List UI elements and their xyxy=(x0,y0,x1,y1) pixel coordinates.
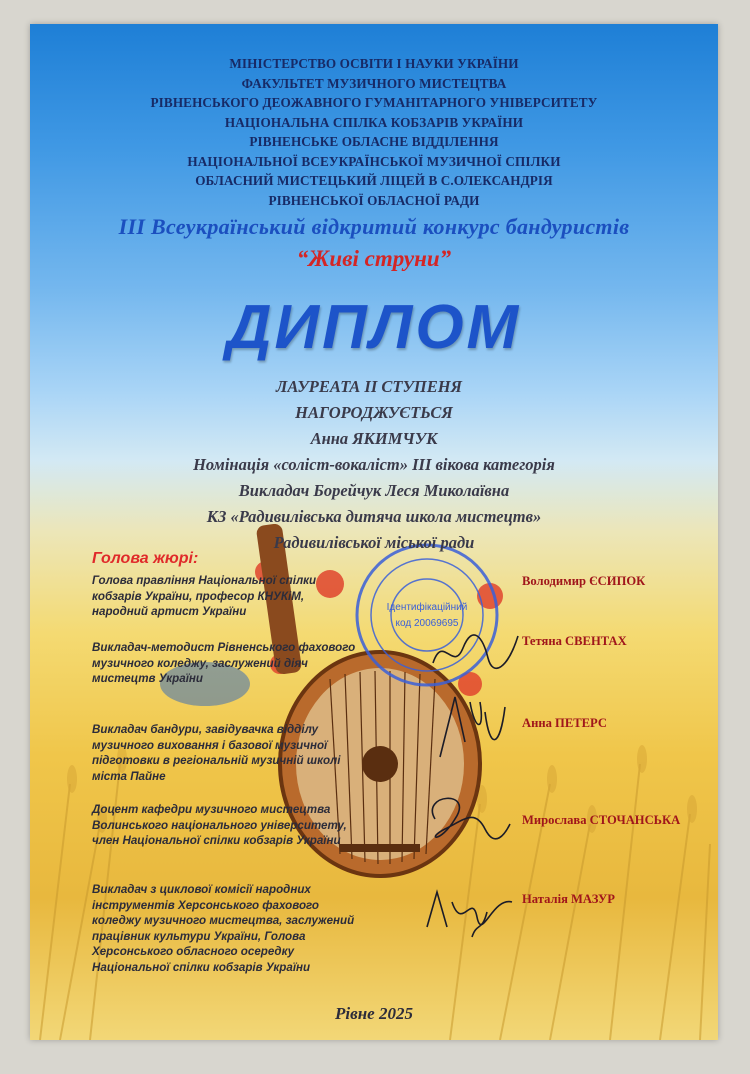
jury-member-desc: Доцент кафедри музичного мистецтва Волинського національного університету, член Національної спілки кобзарів України xyxy=(92,803,347,847)
award-nomination: Номінація «соліст-вокаліст» ІІІ вікова категорія xyxy=(193,455,555,474)
jury-member-desc: Викладач-методист Рівненського фахового музичного коледжу, заслужений діяч мистецтв України xyxy=(92,641,356,685)
org-line: ОБЛАСНИЙ МИСТЕЦЬКИЙ ЛІЦЕЙ В С.ОЛЕКСАНДРІЯ xyxy=(195,173,553,188)
org-line: РІВНЕНСЬКОГО ДЕОЖАВНОГО ГУМАНІТАРНОГО УНІВЕРСИТЕТУ xyxy=(150,95,598,110)
jury-member-desc: Викладач бандури, завідувачка відділу музичного виховання і базової музичної підготовки в регіональній музичній школі міста Пайне xyxy=(92,723,341,783)
signature xyxy=(428,628,523,678)
stamp-ring-text: Ідентифікаційний xyxy=(386,602,468,613)
jury-member-desc: Викладач з циклової комісії народних інструментів Херсонського фахового коледжу музичного мистецтва, заслужений працівник культури України, Голова Херсонського обласного осередку Національної спілки кобзарів України xyxy=(92,883,355,974)
jury-member-name: Анна ПЕТЕРС xyxy=(522,716,607,730)
contest-name: “Живі струни” xyxy=(296,246,452,271)
jury-member-desc: Голова правління Національної спілки кобзарів України, професор КНУКіМ, народний артист України xyxy=(92,574,317,618)
award-recipient: Анна ЯКИМЧУК xyxy=(310,429,438,448)
header xyxy=(30,54,718,272)
place-and-year: Рівне 2025 xyxy=(335,1004,413,1023)
org-line: МІНІСТЕРСТВО ОСВІТИ І НАУКИ УКРАЇНИ xyxy=(229,56,519,71)
org-line: НАЦІОНАЛЬНОЇ ВСЕУКРАЇНСЬКОЇ МУЗИЧНОЇ СПІЛКИ xyxy=(187,153,561,169)
stamp-code: код 20069695 xyxy=(395,618,459,629)
award-council: Радивилівської міської ради xyxy=(273,533,475,552)
signature xyxy=(415,789,515,849)
org-line: РІВНЕНСЬКЕ ОБЛАСНЕ ВІДДІЛЕННЯ xyxy=(249,134,499,149)
contest-title: ІІІ Всеукраїнський відкритий конкурс бандуристів xyxy=(118,214,630,239)
jury-member-name: Тетяна СВЕНТАХ xyxy=(522,634,627,648)
jury-member-name: Володимир ЄСИПОК xyxy=(522,574,646,588)
award-block xyxy=(30,374,718,556)
diploma-sheet xyxy=(30,24,718,1040)
signature xyxy=(422,882,517,942)
signature xyxy=(430,692,510,762)
jury-title: Голова жюрі: xyxy=(92,550,199,567)
org-line: РІВНЕНСЬКОЇ ОБЛАСНОЇ РАДИ xyxy=(268,192,480,208)
org-line: ФАКУЛЬТЕТ МУЗИЧНОГО МИСТЕЦТВА xyxy=(241,75,507,91)
diploma-title: ДИПЛОМ xyxy=(226,293,522,362)
jury-member-name: Мирослава СТОЧАНСЬКА xyxy=(522,813,681,827)
award-degree: ЛАУРЕАТА ІІ СТУПЕНЯ xyxy=(276,377,462,396)
award-teacher: Викладач Борейчук Леся Миколаївна xyxy=(238,481,510,500)
award-school: КЗ «Радивилівська дитяча школа мистецтв» xyxy=(206,507,542,526)
jury-member-name: Наталія МАЗУР xyxy=(522,892,615,906)
org-line: НАЦІОНАЛЬНА СПІЛКА КОБЗАРІВ УКРАЇНИ xyxy=(224,114,524,130)
award-awarded: НАГОРОДЖУЄТЬСЯ xyxy=(295,403,453,422)
